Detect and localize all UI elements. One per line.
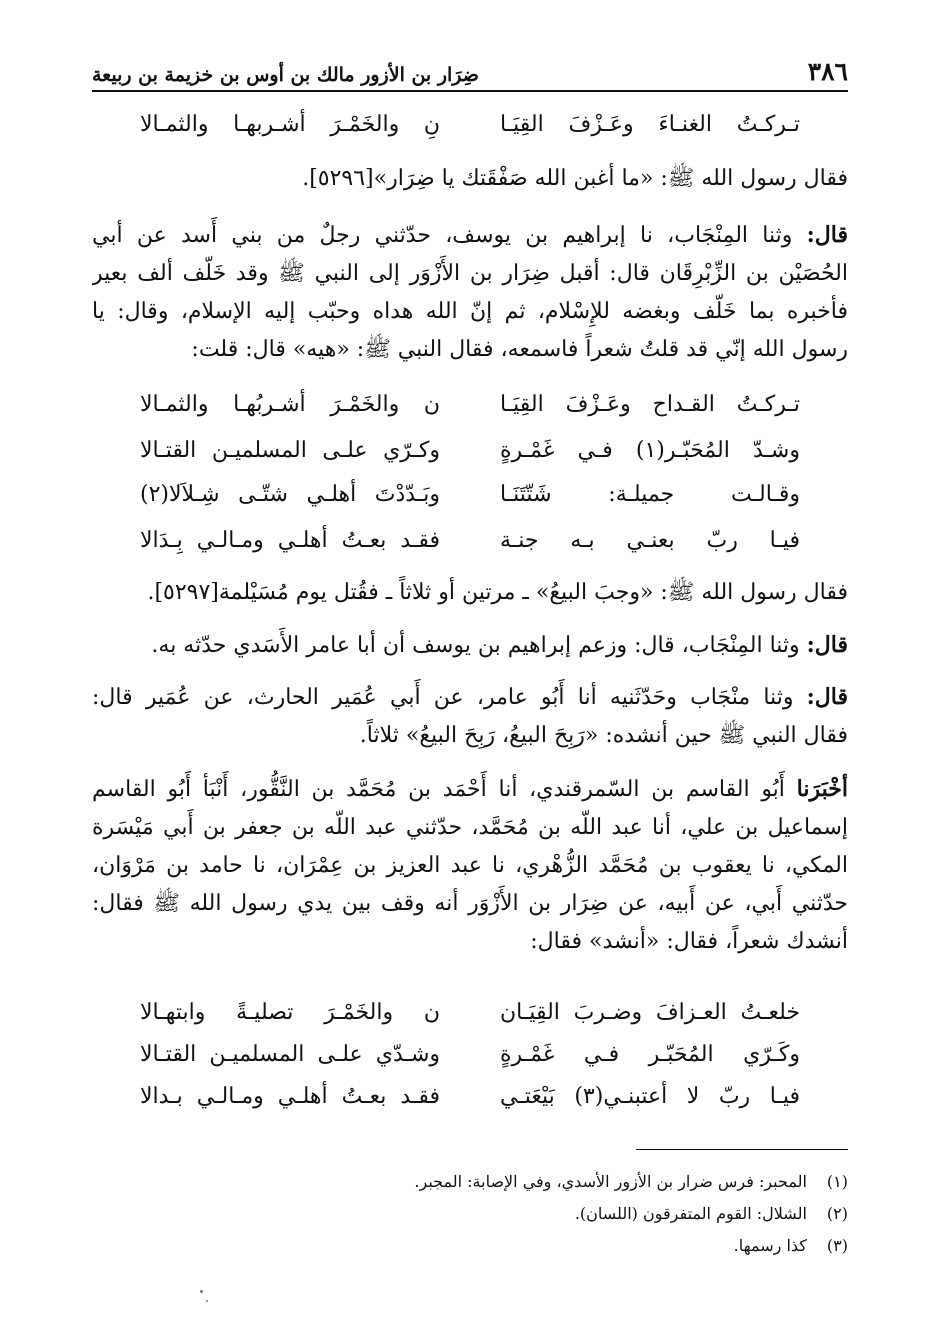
paragraph-line: رسول الله إنّي قد قلتُ شعراً فاسمعه، فقال النبي ﷺ: «هيه» قال: قلت: [191, 337, 848, 362]
paragraph-line-text: وثنا المِنْجَاب، قال: وزعم إبراهيم بن يوسف أن أبا عامر الأَسَدي حدّثه به. [151, 633, 800, 658]
paragraph-line: أنشدك شعراً، فقال: «أنشد» فقال: [530, 929, 848, 954]
paragraph-line: الحُصَيْن بن الزِّبْرِقَان قال: أقبل ضِرَار بن الأَزْوَر إلى النبي ﷺ وقد خَلّف ألف بعير [92, 261, 848, 286]
verse-line [140, 482, 800, 507]
paragraph-line [92, 216, 848, 255]
footnote-number: (١) [826, 1172, 848, 1191]
page-number: ٣٨٦ [807, 57, 848, 86]
footnote-number: (٢) [826, 1204, 848, 1223]
paragraph [92, 574, 848, 612]
footnote-number: (٣) [826, 1236, 848, 1255]
paragraph-line: فقال رسول الله ﷺ: «ما أغبن الله صَفْقَتك يا ضِرَار»[٥٢٩٦]. [302, 166, 848, 191]
paragraph-line: المكي، نا يعقوب بن مُحَمَّد الزُّهْري، نا عبد العزيز بن عِمْرَان، نا حامد بن مَرْوَان، [92, 853, 848, 878]
paragraph-line [92, 770, 848, 809]
paragraph-line: إسماعيل بن علي، أنا عبد اللّه بن مُحَمَّد، حدّثني عبد اللّه بن جعفر بن أَبي مَيْسَرة [92, 815, 848, 840]
page-header [92, 50, 848, 86]
scan-speck [206, 1300, 208, 1302]
verse-first-hemistich: فيـا ربّ بعنـي بـه جنـة [500, 528, 800, 553]
verse-line [140, 112, 800, 137]
footnote-rule [636, 1149, 848, 1150]
paragraph-line [92, 678, 848, 717]
verse-first-hemistich: تـركـتُ الغنـاءَ وعَـزْفَ القِيَـا [500, 112, 800, 137]
paragraph [92, 160, 848, 198]
paragraph [92, 216, 848, 369]
paragraph-line-text: أَبُو القاسم بن السّمرقندي، أنا أَحْمَد بن مُحَمَّد بن النَّقُّور، أَنْبَأ أَبُو القاسم [92, 777, 785, 802]
verse-first-hemistich: فيـا ربّ لا أعتبنـي(٣) بَيْعَتـي [500, 1084, 801, 1109]
verse-second-hemistich: وكـرّي علـى المسلميـن القتـالا [140, 438, 440, 463]
paragraph-line [92, 626, 848, 665]
verse-second-hemistich: نِ والخَمْـرَ أشـربهـا والثمـالا [140, 112, 440, 137]
verse-line [140, 528, 800, 553]
verse-first-hemistich: وكَـرّي المُحَبّـر فـي غَمْـرةٍ [500, 1042, 800, 1067]
verse-line [140, 1000, 800, 1025]
verse-first-hemistich: تـركـتُ القـداح وعَـزْفَ القِيَـا [500, 392, 800, 417]
paragraph [92, 770, 848, 961]
verse-line [140, 438, 800, 463]
footnote [120, 1172, 848, 1191]
paragraph [92, 626, 848, 665]
footnote [120, 1236, 848, 1255]
paragraph-lead: قال: [806, 222, 848, 248]
footnote [120, 1204, 848, 1223]
verse-line [140, 392, 800, 417]
verse-line [140, 1084, 800, 1109]
paragraph-line: فأخبره بما خَلّف وبغضه للإِسْلام، ثم إنّ الله هداه وحبّب إليه الإسلام، وقال: يا [92, 299, 848, 324]
verse-second-hemistich: وبَـدّدْتَ أهلـي شتّـى شِـلاَلا(٢) [140, 482, 440, 507]
footnote-text: كذا رسمها. [733, 1236, 807, 1255]
verse-first-hemistich: وقـالـت جميلـة: شَتّتَنَـا [500, 482, 800, 507]
verse-second-hemistich: وشـدّي علـى المسلميـن القتـالا [140, 1042, 440, 1067]
paragraph-line-text: وثنا المِنْجَاب، نا إبراهيم بن يوسف، حدّثني رجلٌ من بني أَسد عن أبي [92, 223, 793, 248]
verse-second-hemistich: فقـد بعـتُ أهلـي ومـالـي بـدالا [140, 1084, 440, 1109]
paragraph-lead: قال: [806, 632, 848, 658]
footnote-text: المحبر: فرس ضرار بن الأزور الأسدي، وفي الإصابة: المجبر. [414, 1172, 807, 1191]
footnote-text: الشلال: القوم المتفرقون (اللسان). [574, 1204, 807, 1223]
verse-second-hemistich: ن والخَمْـرَ أشـربُهـا والثمـالا [140, 392, 440, 417]
paragraph-lead: قال: [806, 684, 848, 710]
paragraph-line: فقال رسول الله ﷺ: «وجبَ البيعُ» ـ مرتين أو ثلاثاً ـ فقُتل يوم مُسَيْلمة[٥٢٩٧]. [147, 580, 848, 605]
scan-speck [200, 1290, 203, 1293]
paragraph-line: حدّثني أَبي، عن أَبيه، عن ضِرَار بن الأَزْوَر أنه وقف بين يدي رسول الله ﷺ فقال: [92, 891, 848, 916]
paragraph [92, 678, 848, 755]
verse-line [140, 1042, 800, 1067]
paragraph-line-text: وثنا منْجَاب وحَدّثَنيه أنا أَبُو عامر، عن أَبي عُمَير الحارث، عن عُمَير قال: [92, 685, 794, 710]
header-rule [92, 90, 848, 92]
paragraph-lead: أخْبَرَنا [796, 776, 848, 802]
verse-second-hemistich: فقـد بعـتُ أهلـي ومـالـي بِـدَالا [140, 528, 440, 553]
verse-first-hemistich: خلعـتُ العـزافَ وضـربَ القِيَـان [500, 1000, 800, 1025]
verse-second-hemistich: ن والخَمْـرَ تصليـةً وابتهـالا [140, 1000, 440, 1025]
verse-first-hemistich: وشـدّ المُحَبّـر(١) فـي غَمْـرةٍ [500, 438, 800, 463]
paragraph-line: فقال النبي ﷺ حين أنشده: «رَبِحَ البيعُ، رَبِحَ البيعُ» ثلاثاً. [359, 723, 848, 748]
running-title: ضِرَار بن الأزور مالك بن أوس بن خزيمة بن ربيعة [92, 64, 479, 86]
